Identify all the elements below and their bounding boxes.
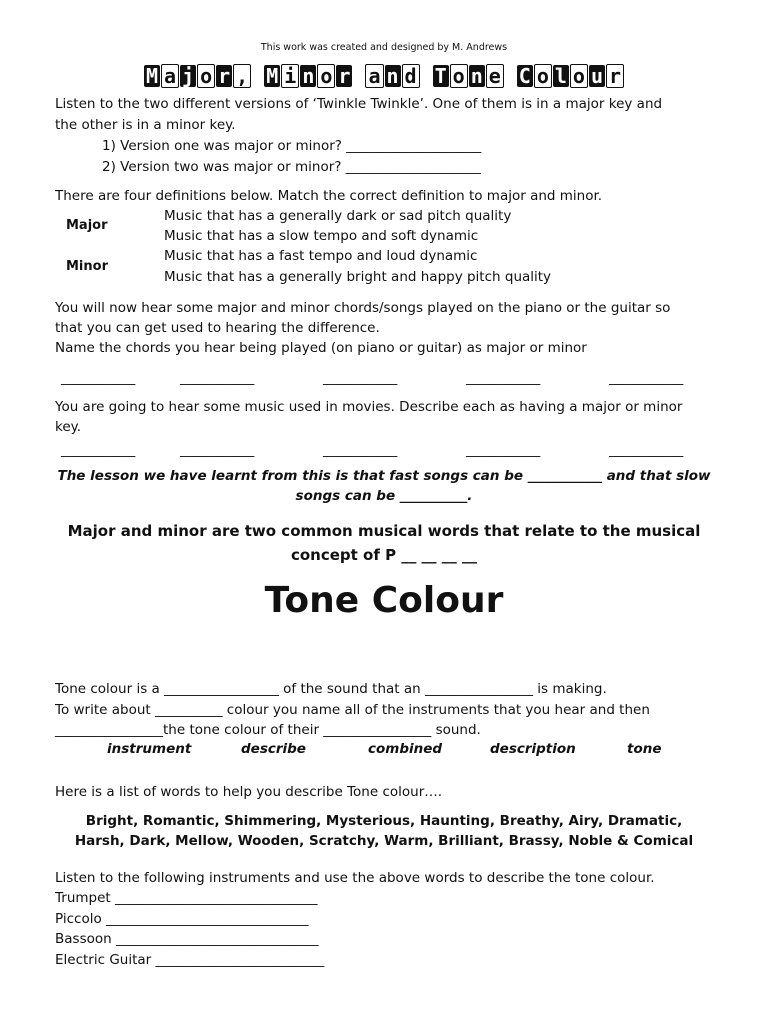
title-letter: u bbox=[590, 64, 604, 88]
movie-answer-blank: ___________ bbox=[466, 442, 541, 458]
movies-line-1: You are going to hear some music used in movies. Describe each as having a major or minor bbox=[55, 399, 683, 415]
title-letter: o bbox=[534, 64, 552, 88]
instruments-intro: Listen to the following instruments and use the above words to describe the tone colour. bbox=[55, 870, 655, 886]
title-letter: , bbox=[233, 64, 251, 88]
movie-answer-blank: ___________ bbox=[180, 442, 255, 458]
word-bank-item: combined bbox=[368, 741, 443, 757]
word-bank-item: describe bbox=[241, 741, 306, 757]
movie-answer-blank: ___________ bbox=[609, 442, 684, 458]
title-letter: M bbox=[145, 64, 158, 88]
intro-line-1: Listen to the two different versions of ‘Twinkle Twinkle’. One of them is in a major key and bbox=[55, 96, 663, 112]
chord-answer-blank: ___________ bbox=[323, 370, 398, 386]
title-letter: o bbox=[317, 64, 335, 88]
question-version-one: 1) Version one was major or minor? ____________________ bbox=[102, 138, 482, 154]
describe-words-line-1: Bright, Romantic, Shimmering, Mysterious, Haunting, Breathy, Airy, Dramatic, bbox=[85, 813, 683, 829]
chord-answer-blank: ___________ bbox=[609, 370, 684, 386]
chord-answer-blank: ___________ bbox=[466, 370, 541, 386]
title-letter: a bbox=[161, 64, 179, 88]
intro-line-2: the other is in a minor key. bbox=[55, 117, 236, 133]
title-letter: o bbox=[197, 64, 215, 88]
instrument-trumpet-line: Trumpet ______________________________ bbox=[55, 890, 318, 906]
title-letter: a bbox=[365, 64, 383, 88]
definition-item: Music that has a slow tempo and soft dynamic bbox=[164, 228, 479, 244]
label-major: Major bbox=[66, 218, 108, 233]
definitions-instruction: There are four definitions below. Match the correct definition to major and minor. bbox=[55, 188, 603, 204]
chords-line-1: You will now hear some major and minor chords/songs played on the piano or the guitar so bbox=[55, 300, 671, 316]
chord-answer-blank: ___________ bbox=[61, 370, 136, 386]
concept-line-2: concept of P __ __ __ __ bbox=[290, 546, 477, 564]
title-letter: j bbox=[182, 64, 195, 88]
lesson-line-2: songs can be __________. bbox=[295, 488, 473, 504]
instrument-electric-guitar-line: Electric Guitar _________________________ bbox=[55, 952, 325, 968]
lesson-line-1: The lesson we have learnt from this is that fast songs can be ___________ and that slow bbox=[57, 468, 711, 484]
title-letter: n bbox=[386, 64, 399, 88]
tone-def-line-3: ________________the tone colour of their ________________ sound. bbox=[55, 722, 481, 738]
title-letter: l bbox=[554, 64, 567, 88]
describe-words-line-2: Harsh, Dark, Mellow, Wooden, Scratchy, Warm, Brilliant, Brassy, Noble & Comical bbox=[74, 833, 694, 849]
title-letter: o bbox=[450, 64, 468, 88]
tone-colour-heading: Tone Colour bbox=[264, 580, 504, 621]
tone-def-line-1: Tone colour is a _________________ of the sound that an ________________ is making. bbox=[55, 681, 607, 697]
definition-item: Music that has a generally bright and happy pitch quality bbox=[164, 269, 552, 285]
word-bank-item: instrument bbox=[107, 741, 192, 757]
title-letter: o bbox=[570, 64, 588, 88]
word-bank-item: description bbox=[490, 741, 576, 757]
instrument-piccolo-line: Piccolo ______________________________ bbox=[55, 911, 309, 927]
chord-answer-blank: ___________ bbox=[180, 370, 255, 386]
chords-line-2: that you can get used to hearing the difference. bbox=[55, 320, 380, 336]
title-letter: M bbox=[266, 64, 279, 88]
instrument-bassoon-line: Bassoon ______________________________ bbox=[55, 931, 319, 947]
title-letter: T bbox=[434, 64, 447, 88]
concept-line-1: Major and minor are two common musical words that relate to the musical bbox=[67, 522, 701, 540]
word-bank-item: tone bbox=[627, 741, 662, 757]
title-letter: e bbox=[486, 64, 504, 88]
chords-line-3: Name the chords you hear being played (on piano or guitar) as major or minor bbox=[55, 340, 587, 356]
movie-answer-blank: ___________ bbox=[323, 442, 398, 458]
label-minor: Minor bbox=[66, 259, 108, 274]
describe-intro: Here is a list of words to help you describe Tone colour…. bbox=[55, 784, 443, 800]
title-letter: n bbox=[302, 64, 315, 88]
worksheet-title bbox=[0, 64, 768, 88]
title-letter: r bbox=[338, 64, 351, 88]
movie-answer-blank: ___________ bbox=[61, 442, 136, 458]
tone-def-line-2: To write about __________ colour you name all of the instruments that you hear and then bbox=[55, 702, 650, 718]
title-letter: i bbox=[281, 64, 299, 88]
question-version-two: 2) Version two was major or minor? ____________________ bbox=[102, 159, 481, 175]
definition-item: Music that has a generally dark or sad pitch quality bbox=[164, 208, 512, 224]
word-bank bbox=[0, 741, 768, 763]
title-letter: C bbox=[518, 64, 531, 88]
title-letter: d bbox=[402, 64, 420, 88]
title-letter: n bbox=[470, 64, 483, 88]
title-letter: r bbox=[218, 64, 231, 88]
definition-item: Music that has a fast tempo and loud dynamic bbox=[164, 248, 478, 264]
movies-line-2: key. bbox=[55, 419, 81, 435]
title-letter: r bbox=[606, 64, 624, 88]
author-credit: This work was created and designed by M. Andrews bbox=[260, 42, 508, 53]
